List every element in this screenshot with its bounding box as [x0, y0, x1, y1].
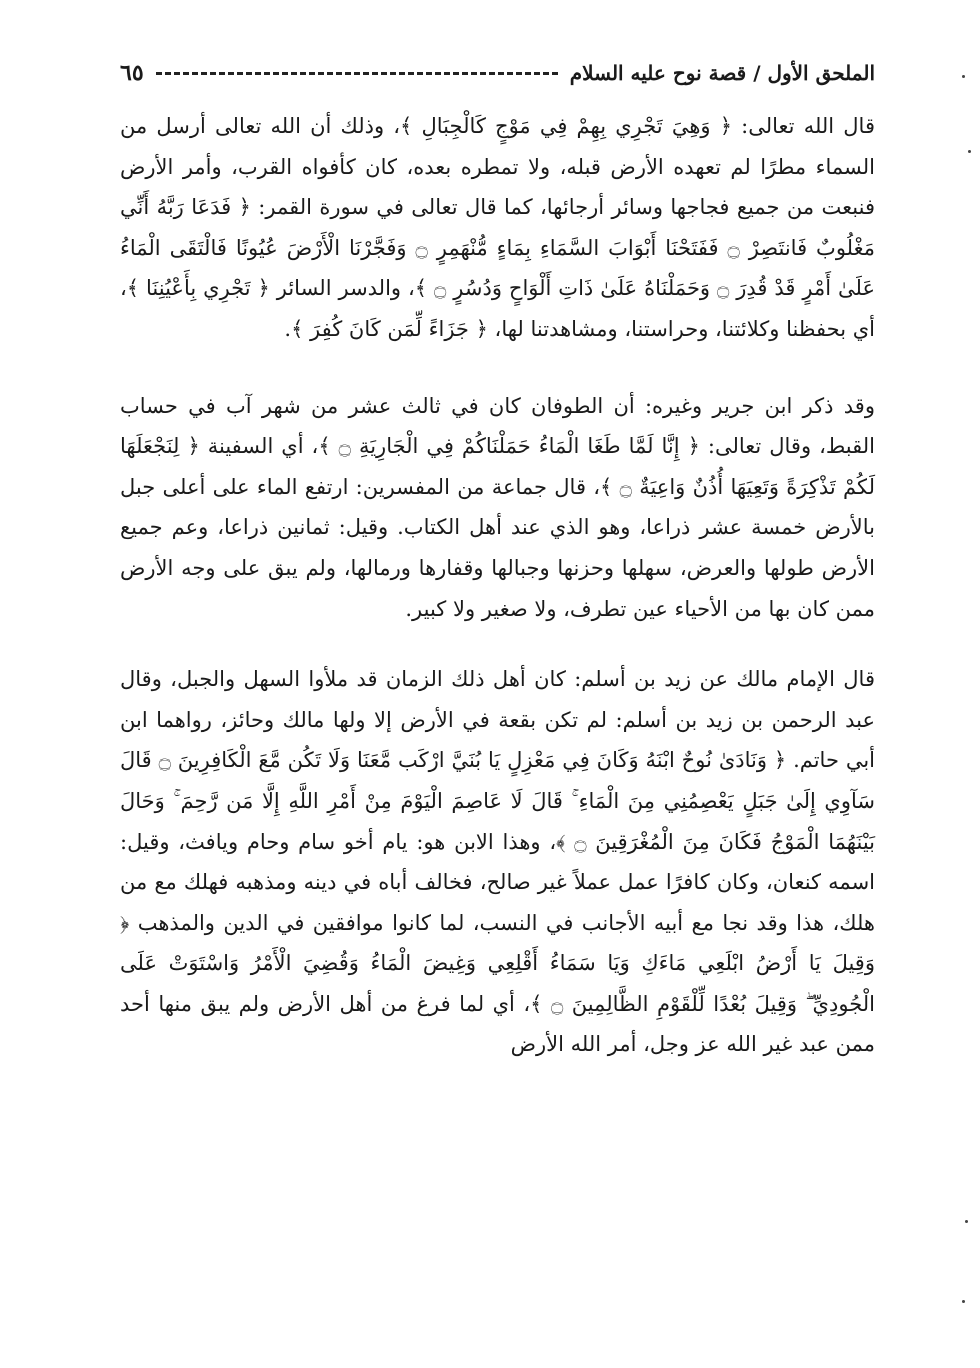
page-number: ٦٥ [120, 60, 144, 86]
header-dotted-leader [156, 72, 558, 75]
header-title: الملحق الأول / قصة نوح عليه السلام [569, 61, 875, 85]
paragraph-2: وقد ذكر ابن جرير وغيره: أن الطوفان كان في ثالث عشر من شهر آب في حساب القبط، وقال تعالى: ﴿ إِنَّا لَمَّا طَغَا الْمَاءُ حَمَلْنَاكُمْ فِي الْجَارِيَةِ ۝ ﴾، أي السفينة ﴿ لِنَجْعَلَهَا لَكُمْ تَذْكِرَةً وَتَعِيَهَا أُذُنٌ وَاعِيَةٌ ۝ ﴾، قال جماعة من المفسرين: ارتفع الماء على أعلى جبل بالأرض خمسة عشر ذراعا، وهو الذي عند أهل الكتاب. وقيل: ثمانين ذراعا، وعم جميع الأرض طولها والعرض، سهلها وحزنها وجبالها وقفارها ورمالها، ولم يبق على وجه الأرض ممن كان بها من الأحياء عين تطرف، ولا صغير ولا كبير. [120, 393, 875, 621]
scan-speck [965, 1220, 968, 1223]
paragraph-1: قال الله تعالى: ﴿ وَهِيَ تَجْرِي بِهِمْ فِي مَوْجٍ كَالْجِبَالِ ﴾، وذلك أن الله تعالى أرسل من السماء مطرًا لم تعهده الأرض قبله، ولا تمطره بعده، كان كأفواه القرب، وأمر الأرض فنبعت من جميع فجاجها وسائر أرجائها، كما قال تعالى في سورة القمر: ﴿ فَدَعَا رَبَّهُ أَنِّي مَغْلُوبٌ فَانتَصِرْ ۝ فَفَتَحْنَا أَبْوَابَ السَّمَاءِ بِمَاءٍ مُّنْهَمِرٍ ۝ وَفَجَّرْنَا الْأَرْضَ عُيُونًا فَالْتَقَى الْمَاءُ عَلَىٰ أَمْرٍ قَدْ قُدِرَ ۝ وَحَمَلْنَاهُ عَلَىٰ ذَاتِ أَلْوَاحٍ وَدُسُرٍ ۝ ﴾، والدسر السائر ﴿ تَجْرِي بِأَعْيُنِنَا ﴾، أي بحفظنا وكلائتنا، وحراستنا، ومشاهدتنا لها، ﴿ جَزَاءً لِّمَن كَانَ كُفِرَ ﴾. [120, 114, 876, 341]
scan-speck [962, 1300, 965, 1303]
scan-speck [962, 75, 965, 78]
page-body [120, 52, 875, 1065]
paragraph-3: قال الإمام مالك عن زيد بن أسلم: كان أهل ذلك الزمان قد ملأوا السهل والجبل، وقال عبد الرحمن بن زيد بن أسلم: لم تكن بقعة في الأرض إلا ولها مالك وحائز، رواهما ابن أبي حاتم. ﴿ وَنَادَىٰ نُوحٌ ابْنَهُ وَكَانَ فِي مَعْزِلٍ يَا بُنَيَّ ارْكَب مَّعَنَا وَلَا تَكُن مَّعَ الْكَافِرِينَ ۝ قَالَ سَآوِي إِلَىٰ جَبَلٍ يَعْصِمُنِي مِنَ الْمَاءِ ۚ قَالَ لَا عَاصِمَ الْيَوْمَ مِنْ أَمْرِ اللَّهِ إِلَّا مَن رَّحِمَ ۚ وَحَالَ بَيْنَهُمَا الْمَوْجُ فَكَانَ مِنَ الْمُغْرَقِينَ ۝ ﴾، وهذا الابن هو: يام أخو سام وحام ويافث، وقيل: اسمه كنعان، وكان كافرًا عمل عملاً غير صالح، فخالف أباه في دينه ومذهبه فهلك مع من هلك، هذا وقد نجا مع أبيه الأجانب في النسب، لما كانوا موافقين في الدين والمذهب ﴿ وَقِيلَ يَا أَرْضُ ابْلَعِي مَاءَكِ وَيَا سَمَاءُ أَقْلِعِي وَغِيضَ الْمَاءُ وَقُضِيَ الْأَمْرُ وَاسْتَوَتْ عَلَى الْجُودِيِّ ۖ وَقِيلَ بُعْدًا لِّلْقَوْمِ الظَّالِمِينَ ۝ ﴾، أي لما فرغ من أهل الأرض ولم يبق منها أحد ممن عبد غير الله عز وجل، أمر الله الأرض [120, 667, 876, 1057]
running-header [120, 52, 875, 94]
scan-speck [968, 150, 971, 153]
